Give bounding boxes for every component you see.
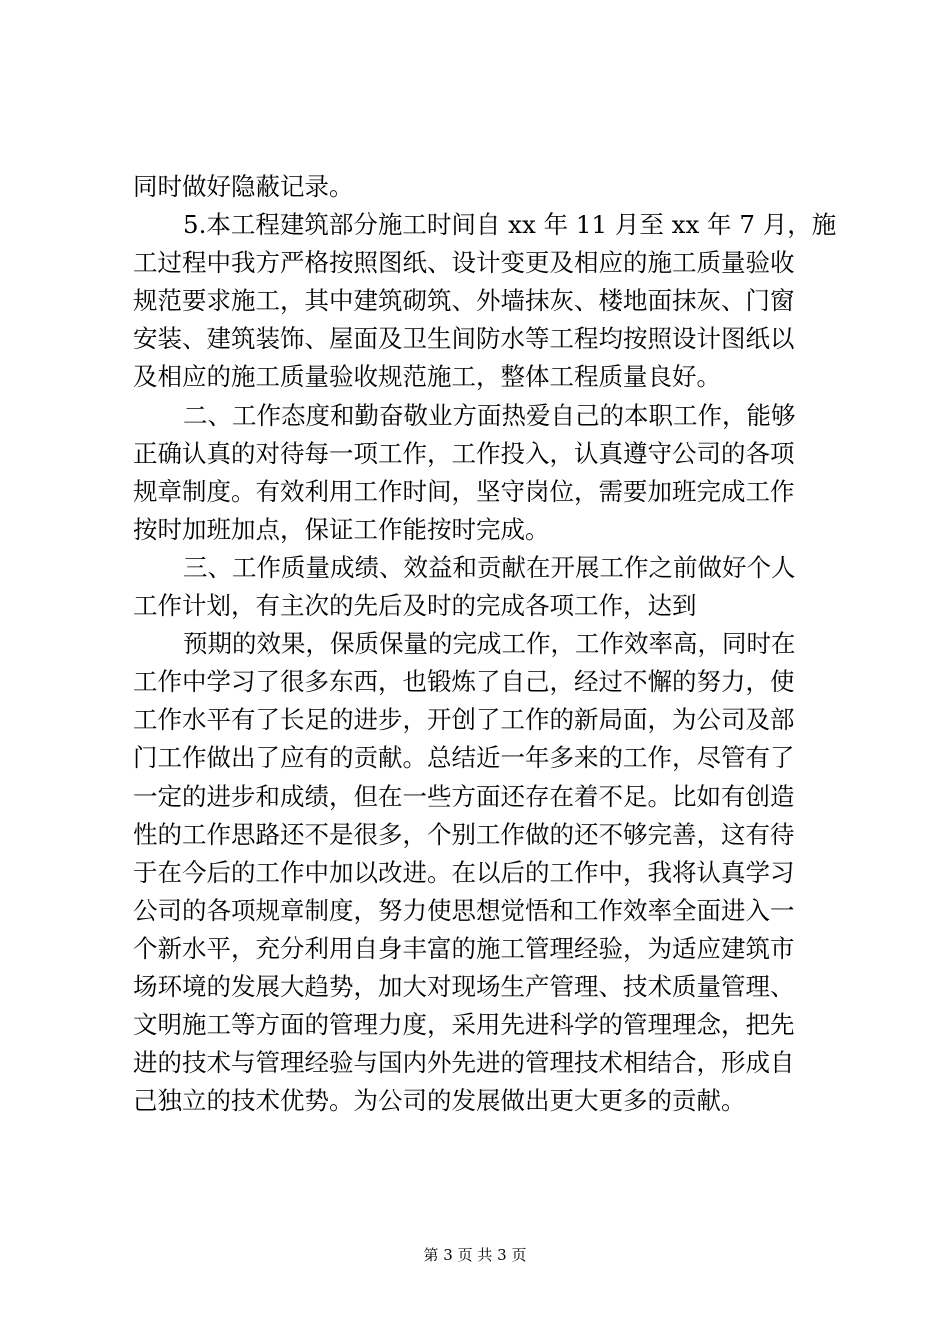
text-line: 及相应的施工质量验收规范施工，整体工程质量良好。 (133, 362, 721, 392)
text-line: 二、工作态度和勤奋敬业方面热爱自己的本职工作，能够 (183, 400, 796, 430)
text-line: 个新水平，充分利用自身丰富的施工管理经验，为适应建筑市 (133, 933, 795, 963)
text-line: 文明施工等方面的管理力度，采用先进科学的管理理念，把先 (133, 1010, 795, 1040)
text-line: 于在今后的工作中加以改进。在以后的工作中，我将认真学习 (133, 857, 795, 887)
text-line: 同时做好隐蔽记录。 (133, 172, 354, 201)
text-line: 工过程中我方严格按照图纸、设计变更及相应的施工质量验收 (133, 248, 795, 278)
text-line: 预期的效果，保质保量的完成工作，工作效率高，同时在 (183, 629, 796, 659)
text-line: 工作水平有了长足的进步，开创了工作的新局面，为公司及部 (133, 705, 795, 735)
page-footer (0, 1245, 950, 1265)
text-line: 规章制度。有效利用工作时间，坚守岗位，需要加班完成工作 (133, 476, 795, 506)
text-line: 场环境的发展大趋势，加大对现场生产管理、技术质量管理、 (133, 971, 795, 1001)
text-line: 性的工作思路还不是很多，个别工作做的还不够完善，这有待 (133, 819, 795, 849)
text-line: 安装、建筑装饰、屋面及卫生间防水等工程均按照设计图纸以 (133, 324, 795, 354)
text-line: 三、工作质量成绩、效益和贡献在开展工作之前做好个人 (183, 552, 796, 582)
text-line: 一定的进步和成绩，但在一些方面还存在着不足。比如有创造 (133, 781, 795, 811)
text-line: 工作中学习了很多东西，也锻炼了自己，经过不懈的努力，使 (133, 667, 795, 697)
text-line: 5.本工程建筑部分施工时间自 xx 年 11 月至 xx 年 7 月，施 (183, 210, 837, 240)
document-body (133, 168, 837, 1120)
text-line: 进的技术与管理经验与国内外先进的管理技术相结合，形成自 (133, 1048, 795, 1078)
text-line: 正确认真的对待每一项工作，工作投入，认真遵守公司的各项 (133, 438, 795, 468)
text-line: 按时加班加点，保证工作能按时完成。 (133, 514, 550, 544)
text-line: 规范要求施工，其中建筑砌筑、外墙抹灰、楼地面抹灰、门窗 (133, 286, 795, 316)
page-number-label: 第 3 页 共 3 页 (423, 1246, 527, 1264)
text-line: 己独立的技术优势。为公司的发展做出更大更多的贡献。 (133, 1086, 746, 1116)
text-line: 工作计划，有主次的先后及时的完成各项工作，达到 (133, 591, 697, 621)
text-line: 公司的各项规章制度，努力使思想觉悟和工作效率全面进入一 (133, 895, 795, 925)
text-line: 门工作做出了应有的贡献。总结近一年多来的工作，尽管有了 (133, 743, 795, 773)
